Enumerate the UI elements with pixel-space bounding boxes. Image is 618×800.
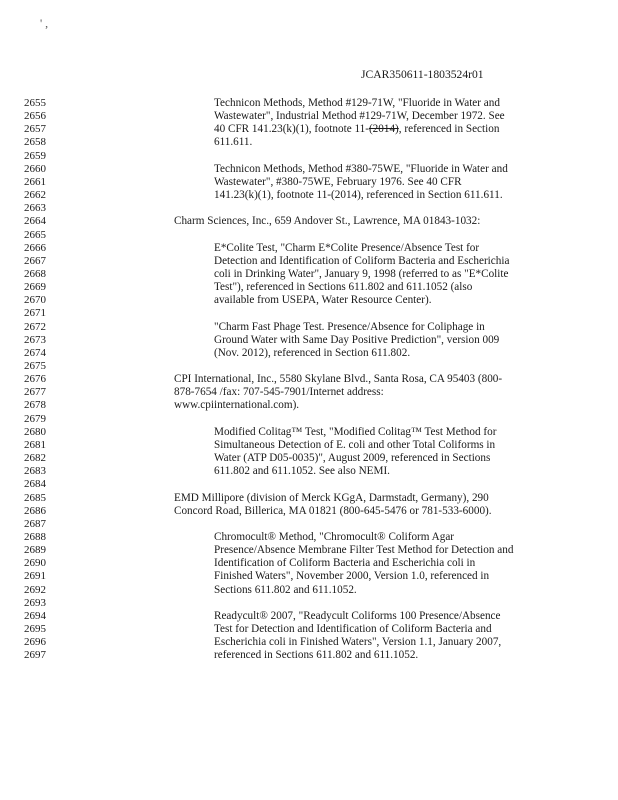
- line-number: 2691: [24, 570, 46, 583]
- line-number: 2692: [24, 583, 46, 596]
- line-number: 2655: [24, 97, 46, 109]
- text-segment: Finished Waters", November 2000, Version 1.0, referenced in: [214, 570, 490, 583]
- document-line: [0, 242, 618, 255]
- document-line: [0, 294, 618, 307]
- document-line: [0, 360, 618, 373]
- line-number: 2684: [24, 478, 46, 491]
- line-number: 2678: [24, 399, 46, 412]
- line-text: [214, 452, 490, 465]
- text-segment: referenced in Sections 611.802 and 611.1052.: [214, 649, 419, 662]
- line-number: 2697: [24, 649, 46, 662]
- line-text: [214, 557, 475, 570]
- document-line: [0, 399, 618, 412]
- text-segment: available from USEPA, Water Resource Center).: [214, 294, 432, 307]
- document-line: [0, 202, 618, 215]
- text-segment: Simultaneous Detection of E. coli and other Total Coliforms in: [214, 438, 496, 451]
- line-text: [214, 189, 503, 202]
- document-line: [0, 518, 618, 531]
- document-line: [0, 584, 618, 597]
- text-segment: , referenced in Section: [398, 123, 500, 136]
- line-number: 2664: [24, 215, 46, 228]
- line-number: 2671: [24, 307, 46, 320]
- text-segment: coli in Drinking Water", January 9, 1998 (referred to as "E*Colite: [214, 267, 509, 280]
- line-number: 2679: [24, 412, 46, 425]
- document-line: [0, 505, 618, 518]
- document-line: [0, 531, 618, 544]
- line-number: 2666: [24, 241, 46, 254]
- line-number: 2683: [24, 465, 46, 478]
- text-segment: E*Colite Test, "Charm E*Colite Presence/Absence Test for: [214, 241, 480, 254]
- scan-mark: ' ,: [40, 16, 49, 30]
- line-number: 2659: [24, 149, 46, 162]
- line-number: 2670: [24, 294, 46, 307]
- line-number: 2681: [24, 438, 46, 451]
- line-text: [174, 505, 492, 518]
- line-number: 2695: [24, 623, 46, 635]
- text-segment: Test for Detection and Identification of Coliform Bacteria and: [214, 623, 492, 635]
- struck-text: (2014): [368, 123, 399, 136]
- line-text: [214, 255, 509, 268]
- text-segment: (Nov. 2012), referenced in Section 611.802.: [214, 346, 411, 359]
- document-line: [0, 307, 618, 320]
- document-line: [0, 413, 618, 426]
- line-text: [214, 110, 505, 123]
- document-line: [0, 123, 618, 136]
- line-number: 2658: [24, 136, 46, 149]
- document-line: [0, 636, 618, 649]
- line-number: 2672: [24, 320, 46, 333]
- text-segment: Presence/Absence Membrane Filter Test Method for Detection and: [214, 544, 514, 557]
- document-line: [0, 426, 618, 439]
- line-text: [214, 97, 500, 110]
- text-segment: Test"), referenced in Sections 611.802 and 611.1052 (also: [214, 281, 473, 294]
- document-line: [0, 321, 618, 334]
- line-text: [214, 531, 454, 544]
- line-text: [214, 281, 472, 294]
- text-segment: Concord Road, Billerica, MA 01821 (800-645-5476 or 781-533-6000).: [174, 504, 492, 517]
- text-segment: Water (ATP D05-0035)", August 2009, referenced in Sections: [214, 452, 491, 465]
- document-line: [0, 189, 618, 202]
- line-text: [214, 426, 496, 439]
- document-line: [0, 623, 618, 636]
- line-number: 2693: [24, 596, 46, 609]
- text-segment: Identification of Coliform Bacteria and Escherichia coli in: [214, 557, 476, 570]
- text-segment: 878-7654 /fax: 707-545-7901/Internet address:: [174, 386, 384, 399]
- text-segment: Detection and Identification of Coliform Bacteria and Escherichia: [214, 254, 510, 267]
- text-segment: Modified Colitag™ Test, "Modified Colitag™ Test Method for: [214, 425, 497, 438]
- line-number: 2660: [24, 162, 46, 175]
- line-number: 2677: [24, 386, 46, 399]
- document-line: [0, 492, 618, 505]
- document-line: [0, 610, 618, 623]
- line-text: [214, 163, 508, 176]
- line-number: 2674: [24, 346, 46, 359]
- text-segment: Chromocult® Method, "Chromocult® Coliform Agar: [214, 530, 455, 543]
- line-number: 2688: [24, 530, 46, 543]
- text-segment: Charm Sciences, Inc., 659 Andover St., Lawrence, MA 01843-1032:: [174, 215, 481, 228]
- document-line: [0, 229, 618, 242]
- text-segment: EMD Millipore (division of Merck KGgA, Darmstadt, Germany), 290: [174, 491, 489, 504]
- line-text: [214, 268, 508, 281]
- text-segment: www.cpiinternational.com).: [174, 399, 300, 412]
- line-number: 2657: [24, 123, 46, 136]
- line-text: [214, 294, 432, 307]
- text-segment: Wastewater", #380-75WE, February 1976. See 40 CFR: [214, 175, 462, 188]
- line-text: [214, 136, 252, 149]
- line-number: 2689: [24, 544, 46, 557]
- line-text: [214, 439, 495, 452]
- line-number: 2687: [24, 517, 46, 530]
- text-segment: 611.611.: [214, 136, 253, 149]
- document-line: [0, 281, 618, 294]
- document-line: [0, 163, 618, 176]
- line-number: 2696: [24, 636, 46, 649]
- text-segment: CPI International, Inc., 5580 Skylane Blvd., Santa Rosa, CA 95403 (800-: [174, 373, 503, 386]
- text-segment: Technicon Methods, Method #380-75WE, "Fluoride in Water and: [214, 162, 508, 175]
- document-line: [0, 478, 618, 491]
- text-segment: 611.802 and 611.1052. See also NEMI.: [214, 465, 390, 478]
- document-line: [0, 347, 618, 360]
- line-number: 2663: [24, 202, 46, 215]
- document-line: [0, 136, 618, 149]
- line-number: 2656: [24, 110, 46, 123]
- line-number: 2669: [24, 281, 46, 294]
- line-number: 2667: [24, 254, 46, 267]
- line-text: [174, 215, 480, 228]
- line-number: 2668: [24, 267, 46, 280]
- line-number: 2675: [24, 360, 46, 372]
- text-segment: Ground Water with Same Day Positive Prediction", version 009: [214, 333, 500, 346]
- document-line: [0, 215, 618, 228]
- document-line: [0, 97, 618, 110]
- line-number: 2694: [24, 609, 46, 622]
- text-segment: Technicon Methods, Method #129-71W, "Fluoride in Water and: [214, 97, 500, 109]
- line-number: 2690: [24, 557, 46, 570]
- document-line: [0, 557, 618, 570]
- text-segment: 141.23(k)(1), footnote 11-(2014), referenced in Section 611.611.: [214, 189, 503, 202]
- document-line: [0, 334, 618, 347]
- text-segment: "Charm Fast Phage Test. Presence/Absence for Coliphage in: [214, 320, 485, 333]
- line-number: 2680: [24, 425, 46, 438]
- line-text: [214, 584, 357, 597]
- line-number: 2662: [24, 189, 46, 202]
- document-line: [0, 544, 618, 557]
- line-text: [214, 570, 489, 583]
- document-line: [0, 570, 618, 583]
- line-text: [174, 492, 489, 505]
- document-line: [0, 452, 618, 465]
- line-text: [214, 465, 390, 478]
- text-segment: Readycult® 2007, "Readycult Coliforms 100 Presence/Absence: [214, 609, 501, 622]
- line-text: [214, 123, 499, 136]
- text-segment: Sections 611.802 and 611.1052.: [214, 583, 357, 596]
- text-segment: 40 CFR 141.23(k)(1), footnote 11-: [214, 123, 369, 136]
- line-text: [214, 242, 479, 255]
- document-line: [0, 150, 618, 163]
- document-line: [0, 649, 618, 662]
- line-text: [214, 176, 462, 189]
- line-number: 2665: [24, 228, 46, 241]
- line-text: [214, 610, 500, 623]
- document-line: [0, 255, 618, 268]
- line-text: [214, 544, 513, 557]
- line-text: [174, 386, 384, 399]
- line-number: 2673: [24, 333, 46, 346]
- document-line: [0, 465, 618, 478]
- document-line: [0, 268, 618, 281]
- line-text: [214, 334, 499, 347]
- line-text: [174, 399, 299, 412]
- text-segment: Escherichia coli in Finished Waters", Version 1.1, January 2007,: [214, 636, 502, 649]
- line-number: 2682: [24, 452, 46, 465]
- line-text: [214, 649, 418, 662]
- document-line: [0, 597, 618, 610]
- line-text: [214, 636, 501, 649]
- text-segment: Wastewater", Industrial Method #129-71W, December 1972. See: [214, 110, 505, 123]
- line-number: 2685: [24, 491, 46, 504]
- line-number: 2686: [24, 504, 46, 517]
- line-text: [214, 347, 410, 360]
- line-number: 2661: [24, 175, 46, 188]
- line-text: [214, 623, 492, 636]
- document-id: JCAR350611-1803524r01: [361, 68, 484, 81]
- document-line: [0, 110, 618, 123]
- document-line: [0, 439, 618, 452]
- line-text: [214, 321, 485, 334]
- line-text: [174, 373, 502, 386]
- document-line: [0, 386, 618, 399]
- document-line: [0, 373, 618, 386]
- document-line: [0, 176, 618, 189]
- line-number: 2676: [24, 373, 46, 386]
